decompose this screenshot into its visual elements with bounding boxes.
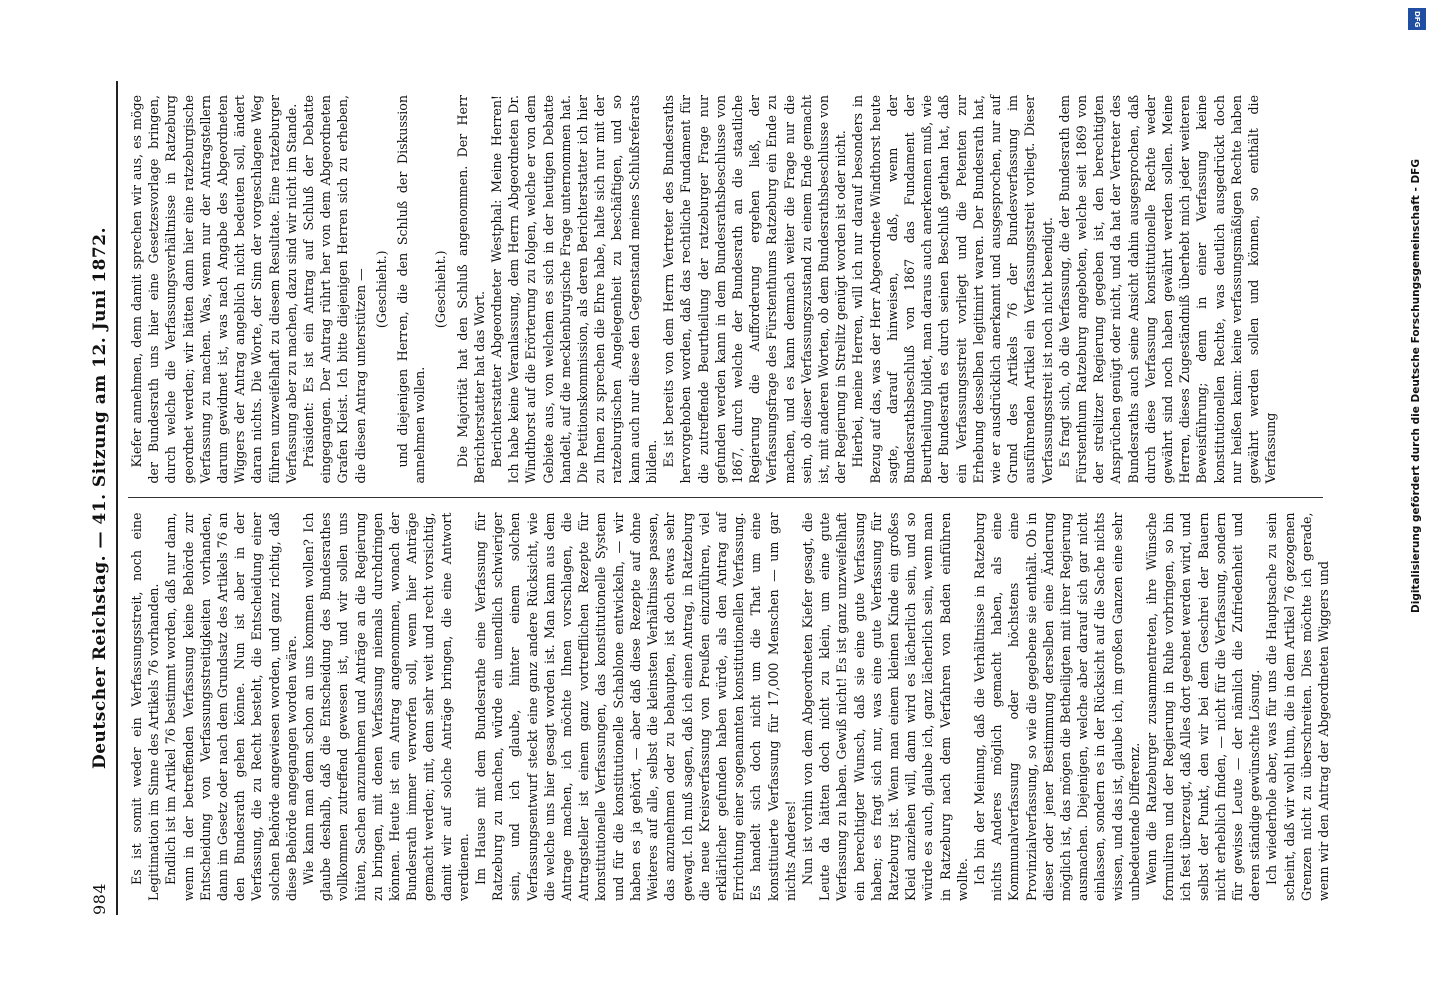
digitization-note-text: Digitalisierung gefördert durch die Deutsche Forschungsgemeinschaft - DFG [1410,159,1423,613]
stage-direction: (Geschieht.) [433,250,449,329]
stage-direction: (Geschieht.) [373,250,389,329]
paragraph-president: Präsident: Es ist ein Antrag auf Schluß der Debatte eingegangen. Der Antrag rührt her von dem Abgeordneten Grafen Kleist. Ich bitte diejenigen Herren sich zu erheben, die diesen Antrag unterstützen — [301,95,368,484]
paragraph: und diejenigen Herren, die den Schluß der Diskussion annehmen wollen. [395,95,428,484]
paragraph: Hierbei, meine Herren, will ich nur darauf besonders in Bezug auf das, was der Herr Abgeordnete Windthorst heute sagte, darauf hinweisen, daß, wenn der Bundesrathsbeschluß von 1867 das Fundament der Beurtheilung bildet, man daraus auch anerkennen muß, wie der Bundesrath es durch seinen Beschluß gethan hat, daß ein Verfassungsstreit vorliegt und die Petenten zur Erhebung desselben legitimirt waren. Der Bundesrath hat, wie er ausdrücklich anerkannt und ausgesprochen, nur auf Grund des Artikels 76 der Bundesverfassung im ausführenden Artikel ein Verfassungsstreit vorliegt. Dieser Verfassungsstreit ist noch nicht beendigt. [850,95,1055,484]
running-title: Deutscher Reichstag. — 41. Sitzung am 12. Juni 1872. [90,227,110,769]
paragraph: Es ist bereits von dem Herrn Vertreter des Bundesraths hervorgehoben worden, daß das rechtliche Fundament für die zutreffende Beurtheilung der ratzeburger Frage nur gefunden werden kann in dem Bundesrathsbeschlusse von 1867, durch welche der Bundesrath an die staatliche Regierung die Aufforderung ergehen ließ, der Verfassungsfrage des Fürstenthums Ratzeburg ein Ende zu machen, und es kann demnach weiter die Frage nur die sein, ob dieser Verfassungszustand zu einem Ende gemacht ist, mit anderen Worten, ob dem Bundesrathsbeschlusse von der Regierung in Strelitz genügt worden ist oder nicht. [661,95,849,484]
rotated-page [56,45,1376,955]
paragraph: Ich bin der Meinung, daß die Verhältnisse in Ratzeburg nichts Anderes möglich gemacht haben, als eine Kommunalverfassung oder höchstens eine Provinzialverfassung, so wie die gegebene sie enthält. Ob in dieser oder jener Bestimmung derselben eine Änderung möglich ist, das mögen die Betheiligten mit ihrer Regierung ausmachen. Diejenigen, welche aber darauf sich gar nicht einlassen, sondern es in der Rücksicht auf die Sache nichts wissen, und das ist, glaube ich, im großen Ganzen eine sehr unbedeutende Differenz. [971,512,1142,901]
header-rule [116,81,118,915]
paragraph: Es ist somit weder ein Verfassungsstreit, noch eine Legitimation im Sinne des Artikels 76 vorhanden. [129,512,162,901]
paragraph: Endlich ist im Artikel 76 bestimmt worden, daß nur dann, wenn in der betreffenden Verfassung keine Behörde zur Entscheidung von Verfassungsstreitigkeiten vorhanden, dann im Gesetz oder nach dem Grundsatz des Artikels 76 an den Bundesrath gehen könne. Nun ist aber in der Verfassung, die zu Recht besteht, die Entscheidung einer solchen Behörde angewiesen worden, und ganz richtig, daß diese Behörde angegangen worden wäre. [163,512,299,901]
paragraph: Ich wiederhole aber, was für uns die Hauptsache zu sein scheint, daß wir wohl thun, die in dem Artikel 76 gezogenen Grenzen nicht zu überschreiten. Dies möchte ich gerade, wenn wir den Antrag der Abgeordneten Wiggers und [1264,512,1332,901]
dfg-logo: DFG [1408,8,1426,30]
page-number: 984 [90,882,109,915]
paragraph: Wenn die Ratzeburger zusammentreten, ihre Wünsche formuliren und der Regierung in Ruhe vorbringen, so bin ich fest überzeugt, daß Alles dort geebnet werden wird, und selbst der Punkt, den wir bei dem Geschrei der Bauern nicht erheblich finden, — nicht für die Verfassung, sondern für gewisse Leute — der nämlich die Zufriedenheit und deren ständige gewünschte Lösung. [1143,512,1263,901]
paragraph: Die Majorität hat den Schluß angenommen. Der Herr Berichterstatter hat das Wort. [454,95,487,484]
left-column [128,499,1332,916]
right-column [128,81,1323,499]
text-columns [128,81,1332,915]
paragraph-speaker: Berichterstatter Abgeordneter Westphal: Meine Herren! Ich habe keine Veranlassung, dem Herrn Abgeordneten Dr. Windthorst auf die Erörterung zu folgen, welche er von dem Gebiete aus, von welchem es sich in der heutigen Debatte handelt, auf die mecklenburgische Frage unternommen hat. Die Petitionskommission, als deren Berichterstatter ich hier zu Ihnen zu sprechen die Ehre habe, halte sich nur mit der ratzeburgischen Angelegenheit zu beschäftigen, und so kann auch nur diese den Gegenstand meines Schlußreferats bilden. [489,95,659,484]
digitization-note [1402,0,1430,1000]
paragraph: Nun ist vorhin von dem Abgeordneten Kiefer gesagt, die Leute da hätten doch nicht zu klein, um eine gute Verfassung zu haben. Gewiß nicht! Es ist ganz unzweifelhaft ein berechtigter Wunsch, daß sie eine gute Verfassung haben; es fragt sich nur, was eine gute Verfassung für Ratzeburg ist. Wenn man einem kleinen Kinde ein großes Kleid anziehen will, dann wird es lächerlich sein, und so würde es auch, glaube ich, ganz lächerlich sein, wenn man in Ratzeburg nach dem Verfahren von Baden einführen wollte. [799,512,970,901]
paragraph: Kiefer annehmen, denn damit sprechen wir aus, es möge der Bundesrath uns hier eine Gesetzesvorlage bringen, durch welche die Verfassungsverhältnisse in Ratzeburg geordnet werden; wir hätten dann hier eine ratzeburgische Verfassung zu machen. Was, wenn nur der Antragstellern darum gewidmet ist, was nach Angabe des Abgeordneten Wiggers der Antrag angeblich nicht bedeuten soll, ändert daran nichts. Die Worte, der Sinn der vorgeschlagene Weg führen unzweifelhaft zu diesem Resultate. Eine ratzeburger Verfassung aber zu machen, dazu sind wir nicht im Stande. [129,95,299,484]
paragraph: Im Hause mit dem Bundesrathe eine Verfassung für Ratzeburg zu machen, würde ein unendlich schwieriger sein, und ich glaube, hinter einem solchen Verfassungsentwurf steckt eine ganz andere Rücksicht, wie die welche uns hier gesagt worden ist. Man kann aus dem Antrage machen, ich möchte Ihnen vorschlagen, die Antragsteller ist einem ganz vortrefflichen Rezepte für konstitutionelle Verfassungen, das konstitutionelle System und für die konstitutionelle Schablone entwickeln, — wir haben es ja gehört, — aber daß diese Rezepte auf ohne Weiteres auf alle, selbst die kleinsten Verhältnisse passen, das anzunehmen oder zu behaupten, ist doch etwas sehr gewagt. Ich muß sagen, daß ich einen Antrag, in Ratzeburg die neue Kreisverfassung von Preußen einzuführen, viel erklärlicher gefunden haben würde, als den Antrag auf Errichtung einer sogenannten konstitutionellen Verfassung. Es handelt sich doch nicht um die That um eine konstituierte Verfassung für 17,000 Menschen — um gar nichts Anderes! [473,512,798,901]
page-header [90,81,116,915]
paragraph: Wie kann man denn schon an uns kommen wollen? Ich glaube deshalb, daß die Entscheidung des Bundesrathes vollkommen zutreffend gewesen ist, und wir sollen uns hüten, Sachen anzunehmen und Anträge an die Regierung zu bringen, mit denen Verfassung niemals durchdringen können. Heute ist ein Antrag angenommen, wonach der Bundesrath immer verworfen soll, wenn hier Anträge gemacht werden; mit, denn sehr weit und recht vorsichtig, damit wir auf solche Anträge bringen, die eine Antwort verdienen. [301,512,471,901]
paragraph: Es fragt sich, ob die Verfassung, die der Bundesrath dem Fürstenthum Ratzeburg angeboten, welche seit 1869 von der strelitzer Regierung gegeben ist, den berechtigten Ansprüchen genügt oder nicht, und da hat der Vertreter des Bundesraths auch seine Ansicht dahin ausgesprochen, daß durch diese Verfassung konstitutionelle Rechte weder gewährt sind noch haben gewährt werden sollen. Meine Herren, dieses Zugeständniß überhebt mich jeder weiteren Beweisführung; denn in einer Verfassung keine konstitutionellen Rechte, was deutlich ausgedrückt doch nur heißen kann: keine verfassungsmäßigen Rechte haben gewährt werden sollen und können, so enthält die Verfassung [1056,95,1279,484]
